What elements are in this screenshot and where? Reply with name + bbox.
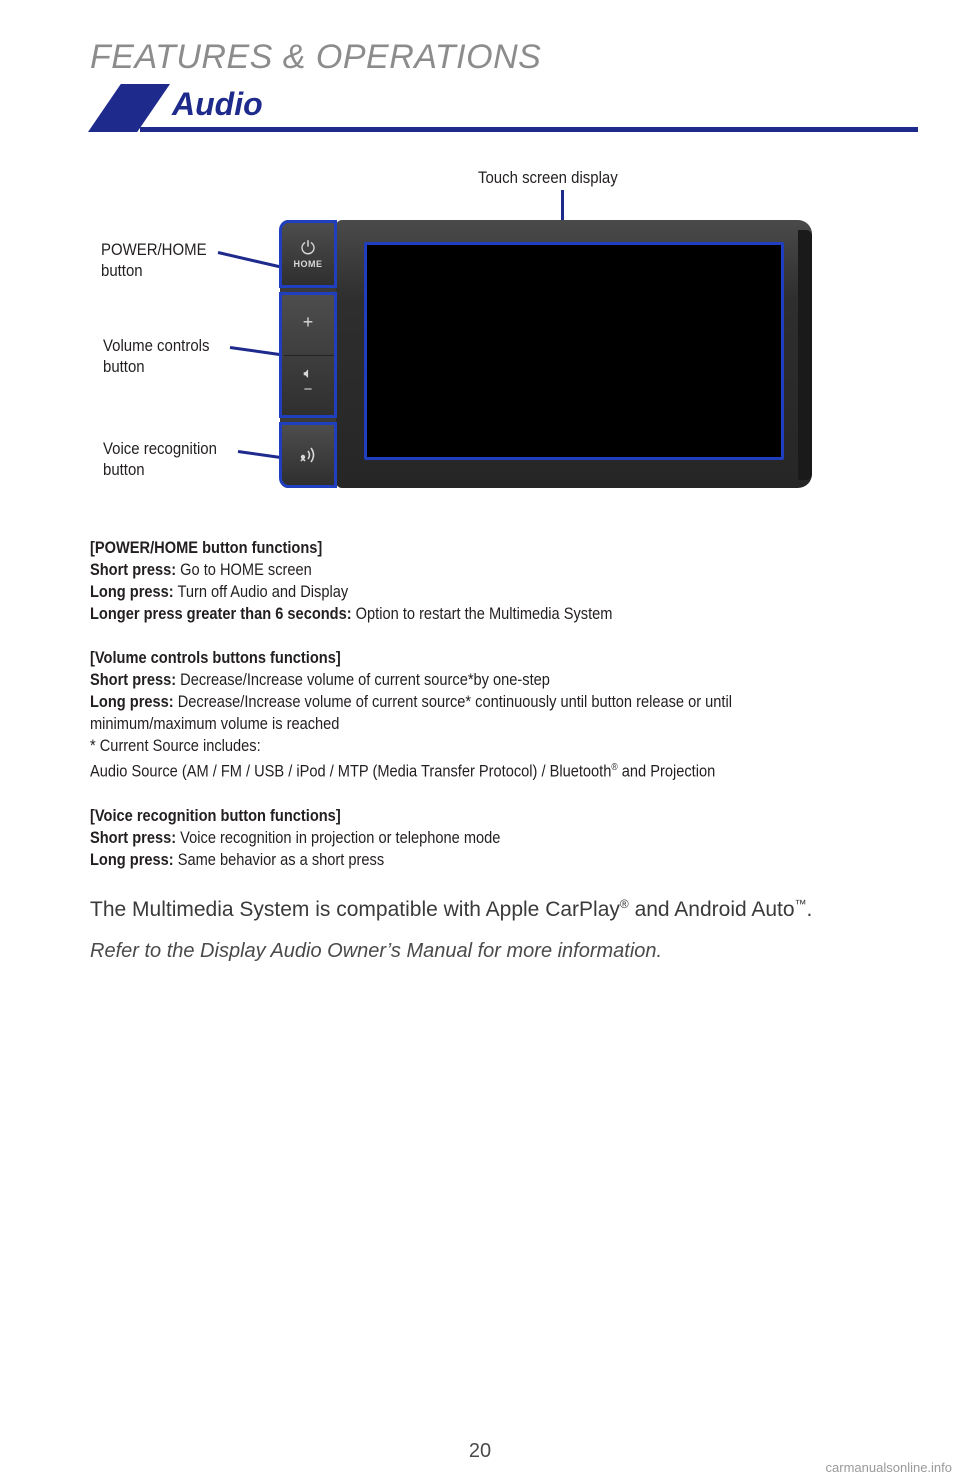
volume-divider [284, 355, 334, 356]
voice-icon [298, 446, 318, 464]
home-button-text: HOME [293, 259, 323, 269]
page-title: Audio [172, 86, 263, 122]
voice-short: Short press: Voice recognition in projection or telephone mode [90, 827, 501, 847]
power-home-callout [101, 239, 207, 281]
power-home-short: Short press: Go to HOME screen [90, 560, 312, 579]
banner-shape [88, 84, 170, 132]
power-home-heading: [POWER/HOME button functions] [90, 538, 323, 557]
volume-long: Long press: Decrease/Increase volume of current source* continuously until button release or until [90, 692, 732, 711]
voice-callout [103, 438, 217, 480]
audio-diagram [0, 150, 960, 510]
info-text [90, 537, 830, 871]
volume-callout-line2: button [103, 357, 145, 376]
watermark: carmanualsonline.info [825, 1460, 952, 1475]
head-unit-edge [798, 230, 812, 480]
volume-short: Short press: Decrease/Increase volume of current source*by one-step [90, 670, 550, 689]
power-home-button[interactable] [279, 220, 337, 288]
power-home-leader [218, 251, 281, 268]
plus-icon: + [302, 311, 314, 332]
page-number: 20 [468, 1440, 492, 1462]
voice-heading: [Voice recognition button functions] [90, 805, 341, 825]
power-home-callout-line2: button [101, 261, 143, 280]
voice-leader [238, 450, 282, 459]
speaker-minus-icon: 🔈︎ − [303, 364, 313, 398]
voice-callout-line1: Voice recognition [103, 439, 217, 458]
section-title: FEATURES & OPERATIONS [90, 38, 542, 76]
volume-note-1: * Current Source includes: [90, 736, 261, 755]
power-home-long: Long press: Turn off Audio and Display [90, 582, 349, 601]
voice-long: Long press: Same behavior as a short press [90, 849, 385, 869]
volume-heading: [Volume controls buttons functions] [90, 648, 341, 667]
voice-recognition-button[interactable] [279, 422, 337, 488]
power-home-longer: Longer press greater than 6 seconds: Option to restart the Multimedia System [90, 604, 613, 623]
refer-note: Refer to the Display Audio Owner’s Manual for more information. [90, 940, 663, 962]
volume-note-2: Audio Source (AM / FM / USB / iPod / MTP (Media Transfer Protocol) / Bluetooth® and Projection [90, 761, 716, 781]
touch-screen-display[interactable] [364, 242, 784, 460]
volume-long-cont: minimum/maximum volume is reached [90, 714, 340, 733]
power-home-callout-line1: POWER/HOME [101, 240, 207, 259]
banner-rule [140, 127, 918, 132]
volume-callout-line1: Volume controls [103, 336, 210, 355]
voice-callout-line2: button [103, 460, 145, 479]
touch-screen-callout: Touch screen display [478, 168, 618, 187]
volume-leader [230, 346, 280, 356]
power-icon: ⏻ [300, 238, 316, 258]
compatibility-note: The Multimedia System is compatible with Apple CarPlay® and Android Auto™. [90, 897, 813, 921]
volume-callout [103, 335, 209, 377]
